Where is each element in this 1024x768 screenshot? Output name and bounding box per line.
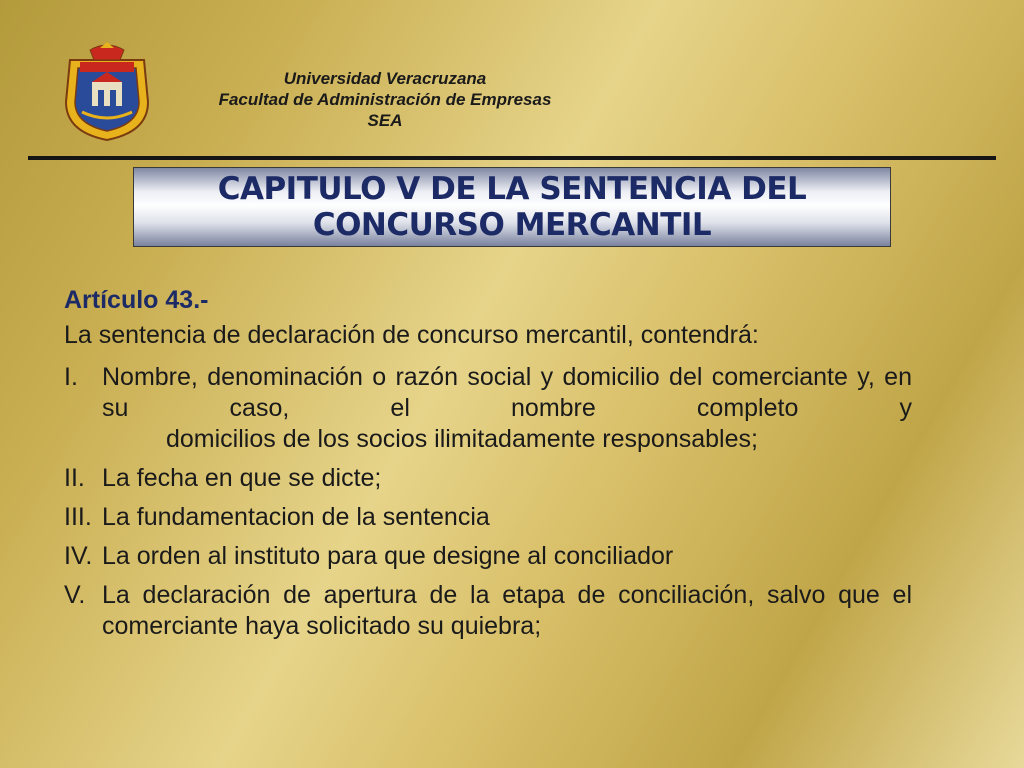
university-logo — [60, 42, 154, 142]
article-intro: La sentencia de declaración de concurso mercantil, contendrá: — [64, 321, 759, 349]
list-text: La fundamentacion de la sentencia — [102, 503, 490, 531]
list-number: II. — [64, 464, 85, 492]
list-item — [64, 463, 912, 494]
institution-header — [150, 68, 620, 131]
list-item — [64, 502, 912, 533]
list-number: IV. — [64, 542, 93, 570]
list-number: V. — [64, 581, 86, 609]
list-number: III. — [64, 503, 92, 531]
list-item — [64, 580, 912, 642]
list-text: La fecha en que se dicte; — [102, 464, 382, 492]
chapter-title-box — [133, 167, 891, 247]
faculty-name: Facultad de Administración de Empresas — [218, 90, 552, 109]
list-text-main: Nombre, denominación o razón social y domicilio del comerciante y, en su caso, el nombre completo y — [102, 363, 912, 422]
header-divider — [28, 156, 996, 160]
list-text: La orden al instituto para que designe al conciliador — [102, 542, 674, 570]
list-item — [64, 362, 912, 455]
chapter-title-line-1: CAPITULO V DE LA SENTENCIA DEL — [217, 171, 807, 207]
chapter-title-line-2: CONCURSO MERCANTIL — [312, 207, 712, 243]
program-name: SEA — [367, 111, 403, 130]
list-text: La declaración de apertura de la etapa de conciliación, salvo que el comerciante haya solicitado su quiebra; — [102, 581, 912, 640]
university-name: Universidad Veracruzana — [283, 69, 487, 88]
list-number: I. — [64, 363, 78, 391]
list-text-continuation: domicilios de los socios ilimitadamente responsables; — [166, 425, 758, 453]
list-text — [102, 362, 912, 455]
article-content — [64, 282, 912, 650]
list-item — [64, 541, 912, 572]
article-heading: Artículo 43.- — [64, 286, 209, 314]
